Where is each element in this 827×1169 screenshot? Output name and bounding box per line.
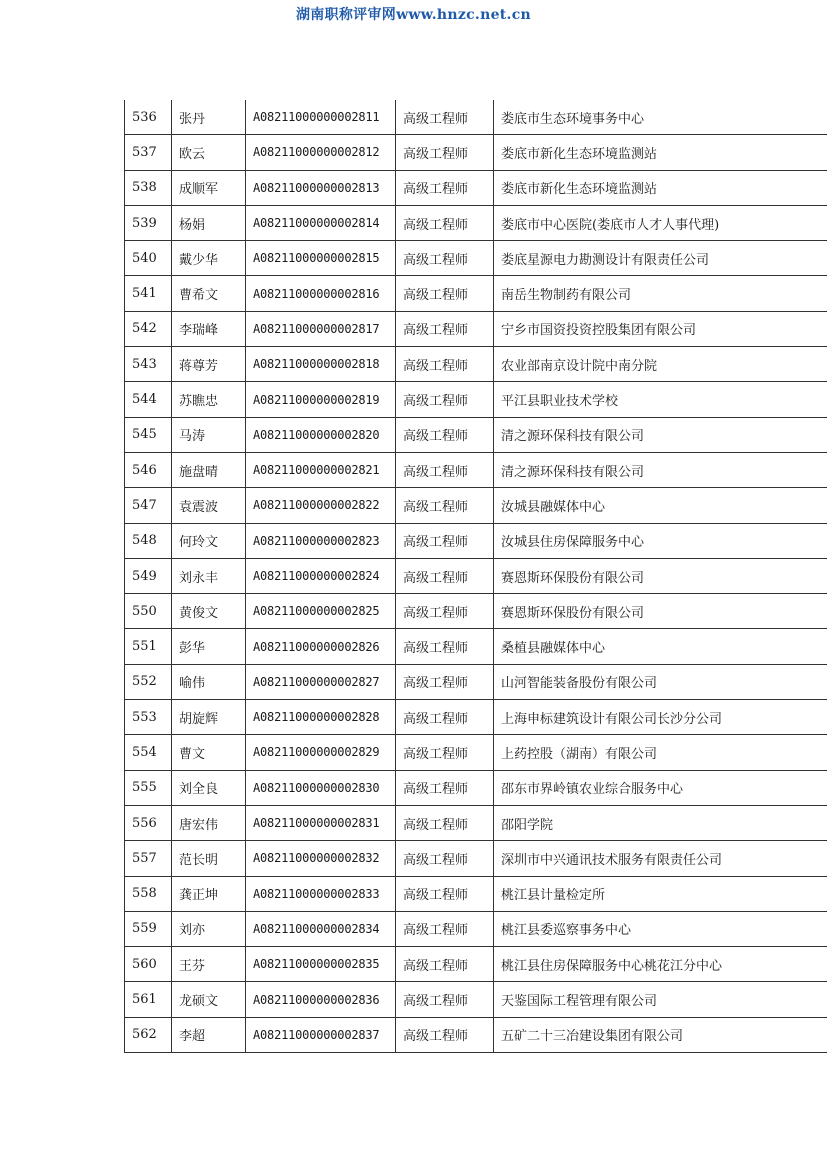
professional-title: 高级工程师 <box>396 735 494 770</box>
organization: 上海申标建筑设计有限公司长沙分公司 <box>494 700 827 735</box>
certificate-number: A08211000000002831 <box>246 805 396 840</box>
certificate-number: A08211000000002811 <box>246 100 396 135</box>
person-name: 戴少华 <box>172 241 246 276</box>
certificate-number: A08211000000002812 <box>246 135 396 170</box>
organization: 天鉴国际工程管理有限公司 <box>494 982 827 1017</box>
professional-title: 高级工程师 <box>396 488 494 523</box>
professional-title: 高级工程师 <box>396 947 494 982</box>
professional-title: 高级工程师 <box>396 135 494 170</box>
row-number: 554 <box>125 735 172 770</box>
certificate-number: A08211000000002824 <box>246 558 396 593</box>
professional-title: 高级工程师 <box>396 594 494 629</box>
row-number: 543 <box>125 347 172 382</box>
table-row <box>125 276 827 311</box>
certificate-number: A08211000000002818 <box>246 347 396 382</box>
table-row <box>125 100 827 135</box>
certificate-number: A08211000000002829 <box>246 735 396 770</box>
person-name: 欧云 <box>172 135 246 170</box>
row-number: 542 <box>125 311 172 346</box>
organization: 邵阳学院 <box>494 805 827 840</box>
person-name: 杨娟 <box>172 205 246 240</box>
table-row <box>125 876 827 911</box>
certificate-number: A08211000000002832 <box>246 841 396 876</box>
organization: 山河智能装备股份有限公司 <box>494 664 827 699</box>
professional-title: 高级工程师 <box>396 1017 494 1052</box>
professional-title: 高级工程师 <box>396 523 494 558</box>
certificate-number: A08211000000002820 <box>246 417 396 452</box>
professional-title: 高级工程师 <box>396 558 494 593</box>
organization: 宁乡市国资投资控股集团有限公司 <box>494 311 827 346</box>
certificate-number: A08211000000002816 <box>246 276 396 311</box>
organization: 汝城县融媒体中心 <box>494 488 827 523</box>
row-number: 558 <box>125 876 172 911</box>
professional-title: 高级工程师 <box>396 170 494 205</box>
person-name: 王芬 <box>172 947 246 982</box>
row-number: 547 <box>125 488 172 523</box>
organization: 娄底市新化生态环境监测站 <box>494 170 827 205</box>
professional-title: 高级工程师 <box>396 452 494 487</box>
row-number: 549 <box>125 558 172 593</box>
person-name: 龚正坤 <box>172 876 246 911</box>
table-row <box>125 841 827 876</box>
row-number: 559 <box>125 911 172 946</box>
organization: 桃江县计量检定所 <box>494 876 827 911</box>
certificate-number: A08211000000002828 <box>246 700 396 735</box>
row-number: 540 <box>125 241 172 276</box>
row-number: 537 <box>125 135 172 170</box>
professional-title: 高级工程师 <box>396 311 494 346</box>
table-row <box>125 452 827 487</box>
table-row <box>125 558 827 593</box>
table-row <box>125 311 827 346</box>
row-number: 557 <box>125 841 172 876</box>
roster-table-body <box>125 100 827 1053</box>
person-name: 胡旋辉 <box>172 700 246 735</box>
organization: 娄底市新化生态环境监测站 <box>494 135 827 170</box>
certificate-number: A08211000000002813 <box>246 170 396 205</box>
table-row <box>125 488 827 523</box>
table-row <box>125 629 827 664</box>
certificate-number: A08211000000002822 <box>246 488 396 523</box>
professional-title: 高级工程师 <box>396 205 494 240</box>
organization: 南岳生物制药有限公司 <box>494 276 827 311</box>
site-header: 湖南职称评审网www.hnzc.net.cn <box>295 7 532 23</box>
organization: 桃江县住房保障服务中心桃花江分中心 <box>494 947 827 982</box>
row-number: 551 <box>125 629 172 664</box>
professional-title: 高级工程师 <box>396 876 494 911</box>
table-row <box>125 805 827 840</box>
professional-title: 高级工程师 <box>396 276 494 311</box>
organization: 赛恩斯环保股份有限公司 <box>494 594 827 629</box>
row-number: 555 <box>125 770 172 805</box>
table-row <box>125 911 827 946</box>
person-name: 马涛 <box>172 417 246 452</box>
certificate-number: A08211000000002814 <box>246 205 396 240</box>
organization: 五矿二十三冶建设集团有限公司 <box>494 1017 827 1052</box>
person-name: 刘全良 <box>172 770 246 805</box>
organization: 上药控股（湖南）有限公司 <box>494 735 827 770</box>
professional-title: 高级工程师 <box>396 700 494 735</box>
person-name: 施盘晴 <box>172 452 246 487</box>
organization: 桑植县融媒体中心 <box>494 629 827 664</box>
row-number: 541 <box>125 276 172 311</box>
table-row <box>125 170 827 205</box>
table-row <box>125 664 827 699</box>
person-name: 刘永丰 <box>172 558 246 593</box>
table-row <box>125 347 827 382</box>
professional-title: 高级工程师 <box>396 382 494 417</box>
organization: 汝城县住房保障服务中心 <box>494 523 827 558</box>
table-row <box>125 523 827 558</box>
certificate-number: A08211000000002835 <box>246 947 396 982</box>
person-name: 曹文 <box>172 735 246 770</box>
person-name: 黄俊文 <box>172 594 246 629</box>
person-name: 何玲文 <box>172 523 246 558</box>
table-row <box>125 700 827 735</box>
person-name: 蒋尊芳 <box>172 347 246 382</box>
certificate-number: A08211000000002834 <box>246 911 396 946</box>
organization: 深圳市中兴通讯技术服务有限责任公司 <box>494 841 827 876</box>
row-number: 560 <box>125 947 172 982</box>
person-name: 苏瞧忠 <box>172 382 246 417</box>
row-number: 548 <box>125 523 172 558</box>
person-name: 唐宏伟 <box>172 805 246 840</box>
roster-table <box>124 100 827 1053</box>
organization: 农业部南京设计院中南分院 <box>494 347 827 382</box>
professional-title: 高级工程师 <box>396 664 494 699</box>
person-name: 刘亦 <box>172 911 246 946</box>
professional-title: 高级工程师 <box>396 241 494 276</box>
certificate-number: A08211000000002830 <box>246 770 396 805</box>
table-row <box>125 417 827 452</box>
row-number: 553 <box>125 700 172 735</box>
organization: 娄底星源电力勘测设计有限责任公司 <box>494 241 827 276</box>
table-row <box>125 982 827 1017</box>
table-row <box>125 770 827 805</box>
organization: 邵东市界岭镇农业综合服务中心 <box>494 770 827 805</box>
organization: 清之源环保科技有限公司 <box>494 417 827 452</box>
organization: 娄底市生态环境事务中心 <box>494 100 827 135</box>
row-number: 556 <box>125 805 172 840</box>
row-number: 544 <box>125 382 172 417</box>
certificate-number: A08211000000002836 <box>246 982 396 1017</box>
person-name: 龙硕文 <box>172 982 246 1017</box>
organization: 平江县职业技术学校 <box>494 382 827 417</box>
person-name: 李超 <box>172 1017 246 1052</box>
certificate-number: A08211000000002837 <box>246 1017 396 1052</box>
organization: 赛恩斯环保股份有限公司 <box>494 558 827 593</box>
person-name: 袁震波 <box>172 488 246 523</box>
professional-title: 高级工程师 <box>396 911 494 946</box>
person-name: 喻伟 <box>172 664 246 699</box>
person-name: 张丹 <box>172 100 246 135</box>
table-row <box>125 947 827 982</box>
row-number: 536 <box>125 100 172 135</box>
professional-title: 高级工程师 <box>396 100 494 135</box>
professional-title: 高级工程师 <box>396 347 494 382</box>
professional-title: 高级工程师 <box>396 629 494 664</box>
certificate-number: A08211000000002817 <box>246 311 396 346</box>
organization: 娄底市中心医院(娄底市人才人事代理) <box>494 205 827 240</box>
professional-title: 高级工程师 <box>396 417 494 452</box>
person-name: 成顺军 <box>172 170 246 205</box>
certificate-number: A08211000000002823 <box>246 523 396 558</box>
row-number: 539 <box>125 205 172 240</box>
certificate-number: A08211000000002821 <box>246 452 396 487</box>
row-number: 552 <box>125 664 172 699</box>
row-number: 546 <box>125 452 172 487</box>
certificate-number: A08211000000002825 <box>246 594 396 629</box>
professional-title: 高级工程师 <box>396 805 494 840</box>
table-row <box>125 205 827 240</box>
person-name: 李瑞峰 <box>172 311 246 346</box>
table-row <box>125 241 827 276</box>
table-row <box>125 135 827 170</box>
professional-title: 高级工程师 <box>396 982 494 1017</box>
table-row <box>125 1017 827 1052</box>
person-name: 范长明 <box>172 841 246 876</box>
person-name: 彭华 <box>172 629 246 664</box>
certificate-number: A08211000000002815 <box>246 241 396 276</box>
professional-title: 高级工程师 <box>396 770 494 805</box>
person-name: 曹希文 <box>172 276 246 311</box>
table-row <box>125 735 827 770</box>
row-number: 545 <box>125 417 172 452</box>
row-number: 538 <box>125 170 172 205</box>
certificate-number: A08211000000002826 <box>246 629 396 664</box>
organization: 桃江县委巡察事务中心 <box>494 911 827 946</box>
organization: 清之源环保科技有限公司 <box>494 452 827 487</box>
table-row <box>125 382 827 417</box>
certificate-number: A08211000000002833 <box>246 876 396 911</box>
certificate-number: A08211000000002827 <box>246 664 396 699</box>
table-row <box>125 594 827 629</box>
certificate-number: A08211000000002819 <box>246 382 396 417</box>
row-number: 562 <box>125 1017 172 1052</box>
professional-title: 高级工程师 <box>396 841 494 876</box>
row-number: 550 <box>125 594 172 629</box>
row-number: 561 <box>125 982 172 1017</box>
